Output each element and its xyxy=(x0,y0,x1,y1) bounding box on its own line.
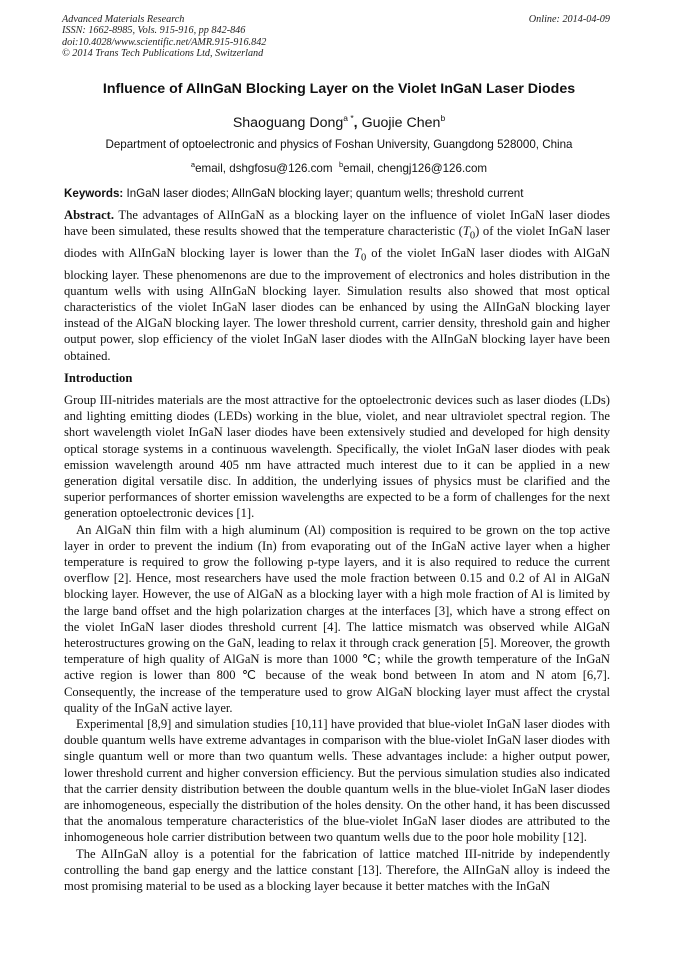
paragraph: Group III-nitrides materials are the most attractive for the optoelectronic devices such as laser diodes (LDs) and lighting emitting diodes (LEDs) working in the blue, violet, and near ultraviolet spectral region. The short wavelength violet InGaN laser diodes have been extensively studied and developed for high density optical storage systems in a continuous wavelength. Specifically, the violet InGaN laser diodes with peak emission wavelength around 405 nm have attracted much interest due to it can be applied in a new generation digital versatile disc. In addition, the underlying issues of physics must be clarified and the superior performances of shorter emission wavelengths are expected to be a form of challenges for the next generation optoelectronic devices [1]. xyxy=(64,393,610,521)
keywords-label: Keywords: xyxy=(64,187,124,200)
paragraph: Experimental [8,9] and simulation studies [10,11] have provided that blue-violet InGaN laser diodes with double quantum wells have extreme advantages in comparison with the blue-violet InGaN laser diodes with single quantum well or more than two quantum wells. These advantages include: a higher output power, lower threshold current and higher conversion efficiency. But the pervious simulation studies also indicated that the carrier density distribution between the double quantum wells in the blue-violet InGaN laser diodes are inhomogeneous, especially the distribution of the holes density. On the other hand, it has been discussed that the anomalous temperature characteristics of the blue-violet InGaN laser diodes are attributed to the inhomogeneous hole carrier distribution between two quantum wells due to the poor hole mobility [12]. xyxy=(64,717,610,845)
abstract-label: Abstract. xyxy=(64,208,115,222)
math-subscript: 0 xyxy=(469,230,476,242)
math-symbol: T xyxy=(354,245,362,260)
online-date: Online: 2014-04-09 xyxy=(528,14,610,25)
issn-line: ISSN: 1662-8985, Vols. 915-916, pp 842-846 xyxy=(62,25,246,37)
affiliation: Department of optoelectronic and physics of Foshan University, Guangdong 528000, China xyxy=(105,138,573,151)
abstract-text: ) of the violet InGaN laser diodes with AlInGaN blocking layer is lower than the xyxy=(64,224,610,260)
paper-title: Influence of AlInGaN Blocking Layer on the Violet InGaN Laser Diodes xyxy=(102,81,576,97)
abstract xyxy=(64,207,610,364)
author-affil-marker: b xyxy=(440,113,446,123)
journal-name: Advanced Materials Research xyxy=(62,14,185,25)
author-name: Shaoguang Dong xyxy=(232,115,344,131)
abstract-text: of the violet InGaN laser diodes with AlGaN blocking layer. These phenomenons are due to the improvement of electronics and holes distribution in the quantum wells with using AlInGaN blocking layer. Simulation results also showed that most optical characteristics of the violet InGaN laser diodes can be enhanced by using the AlInGaN blocking layer instead of the AlGaN blocking layer. The lower threshold current, carrier density, threshold gain and higher output power, slop efficiency of the violet InGaN laser diodes with the AlInGaN blocking layer have been obtained. xyxy=(64,245,610,363)
abstract-text: The advantages of AlInGaN as a blocking layer on the influence of violet InGaN laser diodes have been simulated, these results showed that the temperature characteristic ( xyxy=(64,208,610,239)
email-line xyxy=(40,160,638,175)
copyright-line: © 2014 Trans Tech Publications Ltd, Switzerland xyxy=(62,48,264,60)
paragraph: An AlGaN thin film with a high aluminum (Al) composition is required to be grown on the top active layer in order to prevent the indium (In) from evaporating out of the InGaN active layer when a higher temperature is required to grow the following p-type layers, and it is also required to reduce the current overflow [2]. Hence, most researchers have used the mole fraction between 0.15 and 0.2 of Al in AlGaN blocking layer. However, the use of AlGaN as a blocking layer with a high mole fraction of Al is limited by the large band offset and the high polarization charges at the interfaces [3], which have a strong effect on the violet InGaN laser diodes threshold current [4]. The lattice mismatch was observed while AlGaN heterostructures growing on the GaN, leading to relax it through crack generation [5]. Moreover, the growth temperature of high quality of AlGaN is more than 1000 ℃; while the growth temperature of the InGaN active region is lower than 800 ℃ because of the weak bond between In atom and N atom [6,7]. Consequently, the increase of the temperature used to grow AlGaN blocking layer must affect the crystal quality of the InGaN active layer. xyxy=(64,522,610,715)
section-heading: Introduction xyxy=(64,371,133,385)
journal-header xyxy=(62,14,610,60)
math-subscript: 0 xyxy=(361,252,367,264)
keywords-text: InGaN laser diodes; AlInGaN blocking layer; quantum wells; threshold current xyxy=(126,187,524,200)
math-symbol: T xyxy=(462,224,470,239)
email-address[interactable]: email, chengj126@126.com xyxy=(343,162,488,175)
paragraph: The AlInGaN alloy is a potential for the fabrication of lattice matched III-nitride by independently controlling the band gap energy and the lattice constant [13]. Therefore, the AlInGaN alloy is indeed the most promising material to be used as a blocking layer because it better matches with the InGaN xyxy=(64,846,610,894)
email-marker: a xyxy=(190,160,196,169)
author-separator: , xyxy=(353,115,362,131)
introduction-body xyxy=(64,392,610,894)
author-line xyxy=(40,113,638,131)
doi-line[interactable]: doi:10.4028/www.scientific.net/AMR.915-916.842 xyxy=(62,36,267,48)
keywords-line xyxy=(64,187,618,200)
email-marker: b xyxy=(339,160,344,169)
email-address[interactable]: email, dshgfosu@126.com xyxy=(195,162,333,175)
author-name: Guojie Chen xyxy=(361,115,441,131)
author-affil-marker: a * xyxy=(343,113,354,123)
